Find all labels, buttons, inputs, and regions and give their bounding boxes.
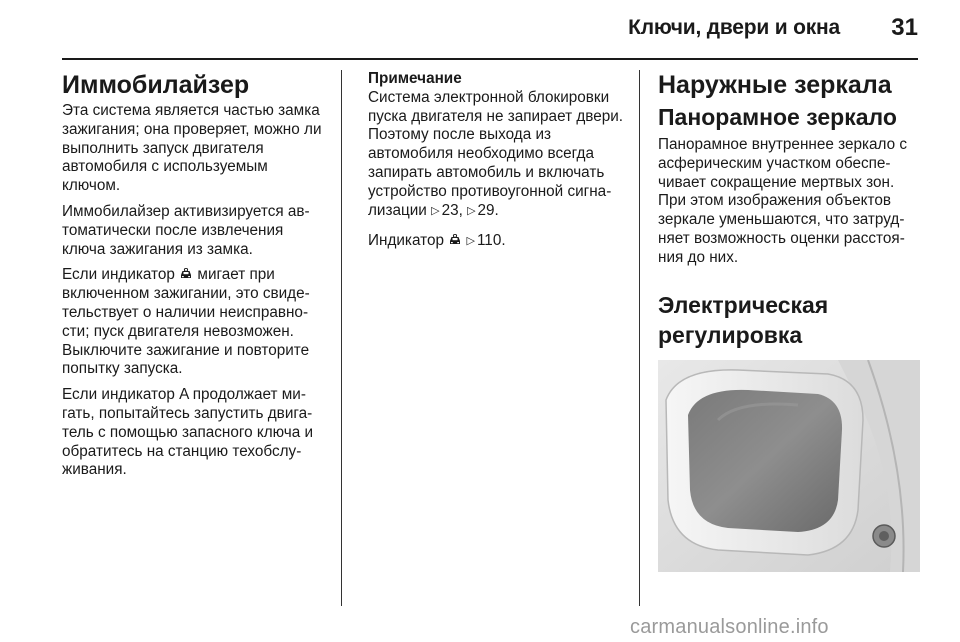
page-number: 31	[891, 14, 918, 41]
page-header-title: Ключи, двери и окна	[628, 16, 840, 39]
note-box	[368, 70, 628, 220]
column-divider	[341, 70, 342, 606]
immobilizer-text: мигает при включенном зажигании, это свидетельствует о наличии неисправности; пуск двигателя невозможен. Выключите зажигание и повторите попытку запуска.	[62, 266, 310, 378]
note-text: Система электронной блокировки пуска двигателя не запирает двери. Поэтому после выхода из автомобиля необходимо всегда запирать автомобиль и включать устройство противоугонной сигнализации	[368, 88, 624, 219]
watermark: carmanualsonline.info	[630, 616, 829, 638]
note-title: Примечание	[368, 70, 462, 87]
reference-arrow-icon: ▷	[467, 204, 476, 217]
page-reference[interactable]: 110.	[476, 232, 506, 250]
panoramic-mirror-text: Панорамное внутреннее зеркало с асферическим участком обеспечивает сокращение мертвых зон. При этом изображения объектов зеркале уменьшаются, что затрудняет возможность оценки расстояния до них.	[658, 136, 908, 266]
car-key-indicator-icon	[179, 268, 193, 280]
immobilizer-paragraph: Эта система является частью замка зажигания; она проверяет, можно ли выполнить запуск двигателя автомобиля с используемым ключом.	[62, 102, 322, 195]
column-divider	[639, 70, 640, 606]
page-reference[interactable]: 23,	[441, 201, 463, 219]
indicator-label: Индикатор	[368, 232, 444, 250]
immobilizer-paragraph: Если индикатор A продолжает мигать, попытайтесь запустить двигатель с помощью запасного ключа и обратитесь на станцию техобслуживания.	[62, 386, 314, 479]
note-section	[368, 70, 628, 258]
mirrors-heading: Наружные зеркала	[658, 71, 892, 99]
electric-adjustment-heading: Электрическая регулировка	[658, 291, 829, 348]
mirrors-section	[658, 70, 920, 572]
page-reference[interactable]: 29.	[477, 201, 499, 219]
immobilizer-paragraph: Иммобилайзер активизируется автоматически после извлечения ключа зажигания из замка.	[62, 202, 310, 258]
immobilizer-text: Если индикатор	[62, 266, 175, 284]
immobilizer-heading: Иммобилайзер	[62, 71, 250, 99]
reference-arrow-icon: ▷	[431, 204, 440, 217]
indicator-reference	[368, 232, 628, 251]
header-rule	[62, 58, 918, 60]
reference-arrow-icon: ▷	[466, 235, 475, 248]
car-key-indicator-icon	[448, 234, 462, 246]
panoramic-mirror-heading: Панорамное зеркало	[658, 104, 897, 130]
immobilizer-paragraph	[62, 266, 328, 379]
side-mirror-photo	[658, 360, 920, 572]
immobilizer-section	[62, 70, 328, 487]
